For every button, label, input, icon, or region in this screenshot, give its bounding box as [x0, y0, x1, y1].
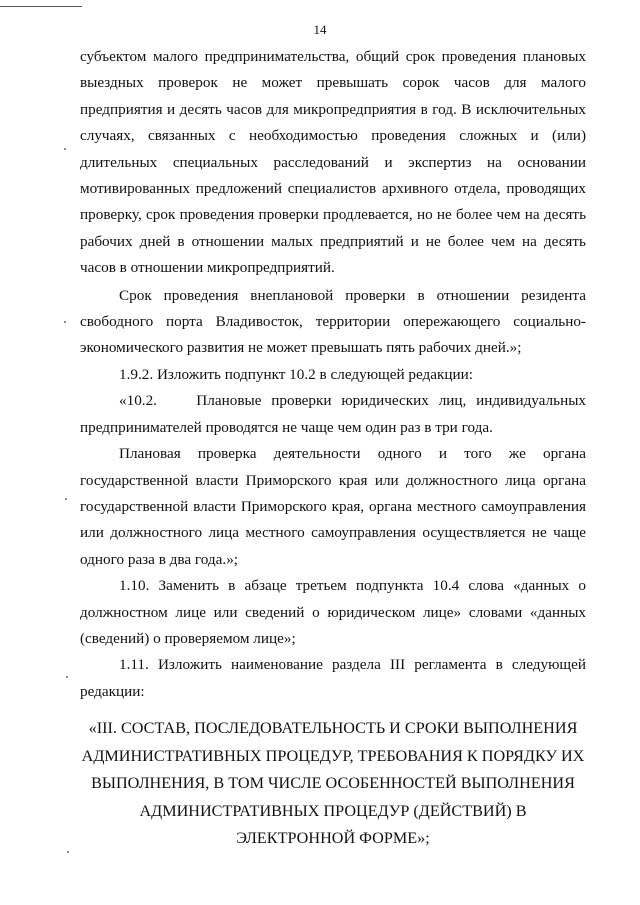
paragraph-item-1-10: 1.10. Заменить в абзаце третьем подпункта 10.4 слова «данных о должностном лице или сведений о юридическом лице» словами «данных (сведений) о проверяемом лице»;: [80, 577, 586, 647]
top-rule: [0, 6, 82, 7]
section-heading: «III. СОСТАВ, ПОСЛЕДОВАТЕЛЬНОСТЬ И СРОКИ ВЫПОЛНЕНИЯ АДМИНИСТРАТИВНЫХ ПРОЦЕДУР, ТРЕБОВАНИЯ К ПОРЯДКУ ИХ ВЫПОЛНЕНИЯ, В ТОМ ЧИСЛЕ ОСОБЕННОСТЕЙ ВЫПОЛНЕНИЯ АДМИНИСТРАТИВНЫХ ПРОЦЕДУР (ДЕЙСТВИЙ) В ЭЛЕКТРОННОЙ ФОРМЕ»;: [81, 719, 585, 848]
scan-speck: [65, 498, 67, 500]
scan-speck: [64, 321, 66, 323]
scan-speck: [66, 676, 68, 678]
paragraph-scheduled-inspection: Плановая проверка деятельности одного и того же органа государственной власти Приморского края или должностного лица органа государственной власти Приморского края, органа местного самоуправления или должностного лица местного самоуправления осуществляется не чаще одного раза в два года.»;: [80, 445, 586, 568]
scan-speck: [64, 148, 66, 150]
page-number: 14: [313, 22, 327, 37]
paragraph-unscheduled-inspection: Срок проведения внеплановой проверки в отношении резидента свободного порта Владивосток, территории опережающего социально-экономического развития не может превышать пять рабочих дней.»;: [80, 286, 586, 357]
paragraph-item-10-2: «10.2. Плановые проверки юридических лиц, индивидуальных предпринимателей проводятся не чаще чем один раз в три года.: [80, 392, 590, 436]
paragraph-continuation: субъектом малого предпринимательства, общий срок проведения плановых выездных проверок не может превышать сорок часов для малого предприятия и десять часов для микропредприятия в год. В исключительных случаях, связанных с необходимостью проведения сложных и (или) длительных специальных расследований и экспертиз на основании мотивированных предложений специалистов архивного отдела, проводящих проверку, срок проведения проверки продлевается, но не более чем на десять рабочих дней в отношении малых предприятий и не более чем на десять часов в отношении микропредприятий.: [80, 48, 586, 277]
scan-speck: [67, 851, 69, 853]
paragraph-item-1-9-2: 1.9.2. Изложить подпункт 10.2 в следующей редакции:: [119, 365, 473, 383]
document-body: [80, 44, 590, 853]
paragraph-item-1-11: 1.11. Изложить наименование раздела III регламента в следующей редакции:: [80, 656, 586, 700]
